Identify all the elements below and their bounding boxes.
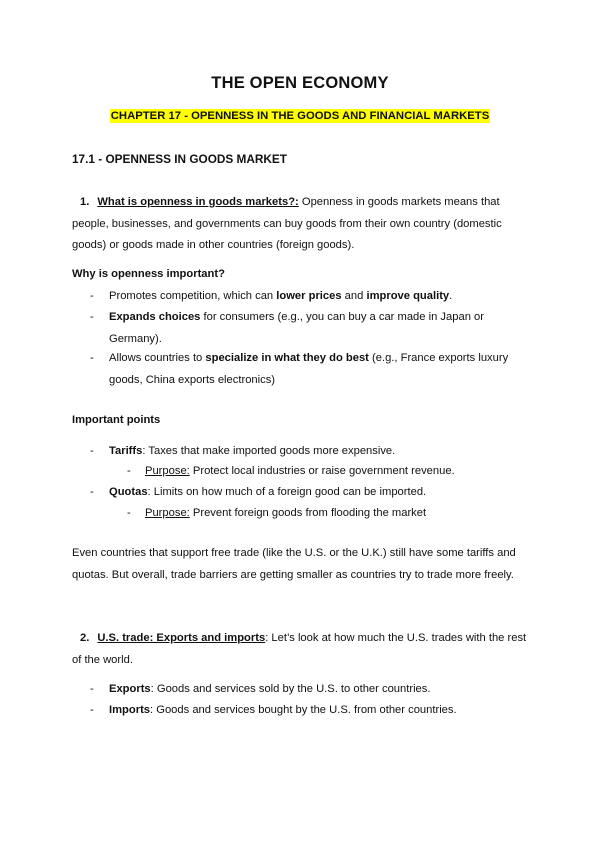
item-text: (e.g., France exports luxury goods, China exports electronics) (109, 352, 509, 386)
why-list-item (90, 307, 530, 350)
item-bold-text: specialize in what they do best (205, 352, 369, 364)
question-1-number: 1. (80, 196, 90, 208)
item-text: Promotes competition, which can (109, 290, 277, 302)
quotas-purpose (127, 503, 527, 525)
document-title: THE OPEN ECONOMY (211, 74, 389, 92)
free-trade-paragraph: Even countries that support free trade (like the U.S. or the U.K.) still have some tariffs and quotas. But overall, trade barriers are getting smaller as countries try to trade more freely. (72, 547, 516, 581)
bullet-dash: - (90, 352, 94, 364)
bullet-dash: - (127, 465, 131, 477)
item-bold-text: lower prices (276, 290, 342, 302)
tariffs-purpose (127, 461, 527, 483)
why-list-item (90, 348, 530, 391)
tariffs-text: : Taxes that make imported goods more expensive. (142, 445, 396, 457)
quotas-text: : Limits on how much of a foreign good can be imported. (147, 486, 427, 498)
bullet-dash: - (90, 445, 94, 457)
exports-item (90, 679, 530, 701)
item-text: Allows countries to (109, 352, 206, 364)
bullet-dash: - (90, 683, 94, 695)
why-list-item (90, 286, 530, 308)
quotas-item (90, 482, 530, 504)
purpose-label: Purpose: (145, 465, 190, 477)
imports-item (90, 700, 530, 722)
bullet-dash: - (90, 704, 94, 716)
question-1-text: Openness in goods markets means that people, businesses, and governments can buy goods from their own country (domestic goods) or goods made in other countries (foreign goods). (72, 196, 502, 251)
important-points-heading: Important points (72, 414, 161, 426)
item-text: and (341, 290, 367, 302)
why-heading: Why is openness important? (72, 268, 225, 280)
quotas-label: Quotas (109, 486, 148, 498)
bullet-dash: - (90, 290, 94, 302)
exports-label: Exports (109, 683, 151, 695)
chapter-heading-text: CHAPTER 17 - OPENNESS IN THE GOODS AND FINANCIAL MARKETS (110, 110, 490, 122)
bullet-dash: - (90, 486, 94, 498)
tariffs-label: Tariffs (109, 445, 143, 457)
exports-text: : Goods and services sold by the U.S. to other countries. (150, 683, 431, 695)
purpose-label: Purpose: (145, 507, 190, 519)
question-1-heading: What is openness in goods markets?: (97, 196, 299, 208)
question-2-number: 2. (80, 632, 90, 644)
chapter-heading (0, 106, 600, 124)
bullet-dash: - (127, 507, 131, 519)
question-2-paragraph (72, 628, 532, 671)
question-1-paragraph (72, 192, 532, 257)
section-heading: 17.1 - OPENNESS IN GOODS MARKET (72, 152, 288, 166)
item-text: for consumers (e.g., you can buy a car made in Japan or Germany). (109, 311, 484, 345)
question-2-heading: U.S. trade: Exports and imports (97, 632, 266, 644)
item-text: . (449, 290, 453, 302)
item-bold-text: improve quality (366, 290, 450, 302)
bullet-dash: - (90, 311, 94, 323)
purpose-text: Prevent foreign goods from flooding the market (189, 507, 427, 519)
imports-label: Imports (109, 704, 151, 716)
imports-text: : Goods and services bought by the U.S. from other countries. (150, 704, 457, 716)
question-2-text: : Let’s look at how much the U.S. trades with the rest of the world. (72, 632, 527, 666)
purpose-text: Protect local industries or raise government revenue. (189, 465, 455, 477)
item-bold-text: Expands choices (109, 311, 201, 323)
tariffs-item (90, 441, 530, 463)
